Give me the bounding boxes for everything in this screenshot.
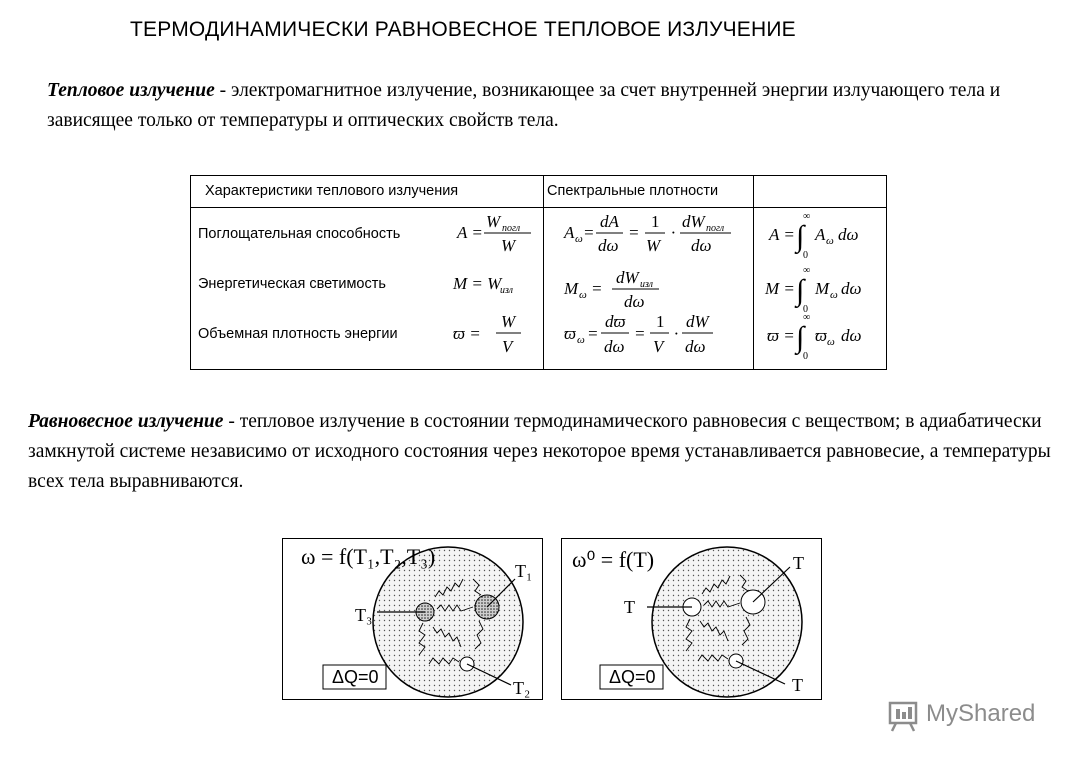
svg-text:V: V [653,337,664,356]
svg-text:dW: dW [616,268,639,287]
diagram-nonequilibrium [282,538,543,700]
svg-text:V: V [502,337,513,356]
svg-text:A: A [564,223,575,242]
svg-text:ω: ω [575,233,583,245]
formula-spectral-absorptivity [563,212,731,255]
svg-text:1: 1 [656,312,665,331]
svg-text:·: · [671,223,676,242]
svg-text:dω: dω [624,292,645,311]
row-label-luminosity: Энергетическая светимость [198,276,386,292]
svg-text:0: 0 [803,351,808,362]
svg-text:изл: изл [640,279,654,290]
svg-text:1: 1 [651,212,660,231]
term-thermal-radiation: Тепловое излучение [47,80,215,101]
formula-luminosity [452,274,514,296]
definition-dash: - [223,411,240,432]
svg-text:=: = [591,279,603,298]
svg-text:M =: M = [765,279,795,298]
svg-text:ϖ =: ϖ = [767,326,795,345]
diagram-formula: ω = f(T₁,T₂,T₃) [301,544,436,569]
svg-text:dϖ: dϖ [605,312,626,331]
svg-text:∫: ∫ [796,274,805,307]
svg-text:W: W [486,212,501,231]
svg-text:∞: ∞ [803,312,811,323]
svg-text:M: M [564,279,579,298]
formula-integral-absorptivity [768,211,859,261]
svg-text:dω: dω [691,236,712,255]
svg-text:∫: ∫ [796,321,805,354]
watermark-logo: MyShared [926,700,1036,727]
svg-text:W: W [646,236,661,255]
page-title: ТЕРМОДИНАМИЧЕСКИ РАВНОВЕСНОЕ ТЕПЛОВОЕ ИЗЛУЧЕНИЕ [130,18,796,41]
svg-text:∞: ∞ [803,211,811,222]
label-t3: T₃ [355,605,373,625]
svg-text:=: = [634,324,646,343]
svg-text:M: M [815,279,830,298]
svg-text:ω: ω [577,334,585,346]
svg-text:∞: ∞ [803,265,811,276]
svg-text:dω: dω [841,326,862,345]
term-equilibrium-radiation: Равновесное излучение [28,411,224,432]
definition-thermal-text: электромагнитное излучение, возникающее за счет внутренней энергии излучающего тела и зависящее только от температуры и оптических свойств тела. [47,80,1001,131]
svg-text:dω: dω [841,279,862,298]
svg-text:A: A [815,225,826,244]
definition-equilibrium-text: тепловое излучение в состоянии термодинамического равновесия с веществом; в адиабатически замкнутой системе независимо от исходного состояния через некоторое время устанавливается равновесие, а температуры всех тела выравниваются. [28,411,1051,492]
svg-text:ϖ: ϖ [564,324,577,343]
table-header-characteristics: Характеристики теплового излучения [205,183,459,199]
svg-text:ω: ω [827,336,835,348]
svg-text:погл: погл [706,223,725,234]
formula-spectral-luminosity [563,268,659,311]
svg-text:dω: dω [838,225,859,244]
diagram-equilibrium [561,538,822,700]
energy-condition: ΔQ=0 [609,667,656,687]
svg-text:A =: A = [769,225,795,244]
svg-text:dω: dω [685,337,706,356]
svg-text:=: = [628,223,640,242]
svg-text:M = W: M = W [453,274,502,293]
svg-text:·: · [674,324,679,343]
svg-text:ω: ω [830,289,838,301]
svg-text:ϖ: ϖ [815,326,828,345]
definition-thermal-radiation [47,76,1047,136]
formula-table [190,175,887,370]
row-label-absorptivity: Поглощательная способность [198,226,401,242]
svg-text:=: = [583,223,595,242]
svg-text:W: W [501,236,516,255]
enclosure-circle [373,547,523,697]
formula-energy-density [453,312,521,356]
svg-text:ϖ =: ϖ = [453,324,481,343]
definition-equilibrium-radiation [28,407,1073,497]
svg-text:dW: dW [682,212,705,231]
table-formulas [191,176,888,371]
svg-text:погл: погл [502,223,521,234]
formula-spectral-energy-density [564,312,713,356]
label-t2: T₂ [513,678,531,698]
svg-text:0: 0 [803,250,808,261]
svg-text:dω: dω [604,337,625,356]
diagram-formula: ω⁰ = f(T) [572,547,655,572]
label-t-large: T [793,553,804,573]
svg-text:dW: dW [686,312,709,331]
svg-text:ω: ω [826,235,834,247]
label-t1: T₁ [515,561,533,581]
label-t-medium: T [624,597,635,617]
formula-absorptivity [456,212,531,255]
svg-text:=: = [587,324,599,343]
table-header-spectral: Спектральные плотности [547,183,719,199]
svg-text:dω: dω [598,236,619,255]
formula-integral-energy-density [767,312,862,362]
formula-integral-luminosity [764,265,862,315]
svg-text:0: 0 [803,304,808,315]
svg-text:ω: ω [579,289,587,301]
label-t-small: T [792,675,803,695]
energy-condition: ΔQ=0 [332,667,379,687]
svg-text:A =: A = [457,223,483,242]
svg-text:dA: dA [600,212,619,231]
svg-text:∫: ∫ [796,220,805,253]
row-label-energy-density: Объемная плотность энергии [198,326,398,342]
svg-text:W: W [501,312,516,331]
svg-text:изл: изл [500,285,514,296]
enclosure-circle [652,547,802,697]
definition-dash: - [214,80,232,101]
